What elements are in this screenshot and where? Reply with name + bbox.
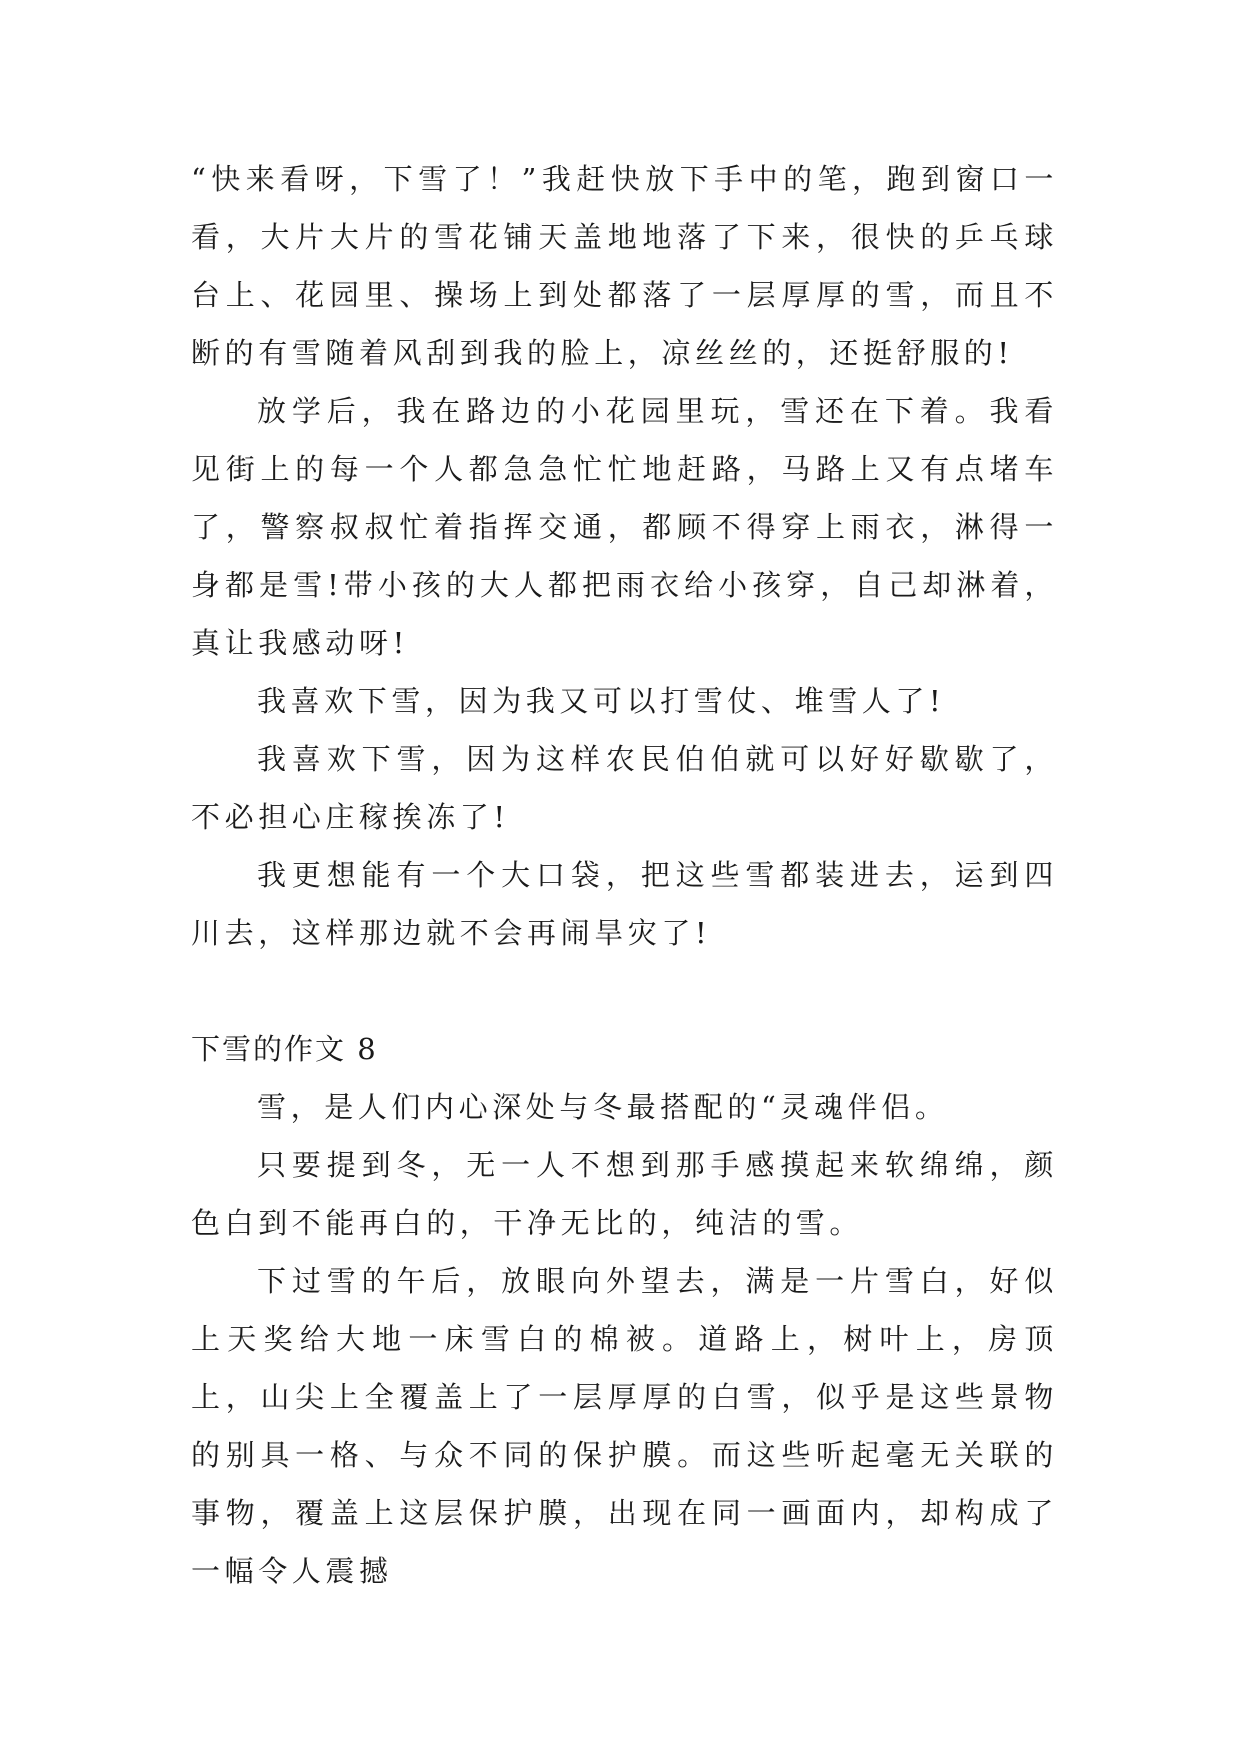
paragraph-8: 下过雪的午后，放眼向外望去，满是一片雪白，好似上天奖给大地一床雪白的棉被。道路上，树叶上，房顶上，山尖上全覆盖上了一层厚厚的白雪，似乎是这些景物的别具一格、与众不同的保护膜。而这些听起毫无关联的事物，覆盖上这层保护膜，出现在同一画面内，却构成了一幅令人震撼 (191, 1264, 1058, 1588)
paragraph-7: 只要提到冬，无一人不想到那手感摸起来软绵绵，颜色白到不能再白的，干净无比的，纯洁的雪。 (191, 1148, 1058, 1240)
document-page (191, 150, 1058, 1600)
section-title: 下雪的作文 8 (191, 1032, 378, 1066)
paragraph-2: 放学后，我在路边的小花园里玩，雪还在下着。我看见街上的每一个人都急急忙忙地赶路，马路上又有点堵车了，警察叔叔忙着指挥交通，都顾不得穿上雨衣，淋得一身都是雪!带小孩的大人都把雨衣给小孩穿，自己却淋着，真让我感动呀! (191, 394, 1058, 660)
paragraph-1: “快来看呀，下雪了！”我赶快放下手中的笔，跑到窗口一看，大片大片的雪花铺天盖地地落了下来，很快的乒乓球台上、花园里、操场上到处都落了一层厚厚的雪，而且不断的有雪随着风刮到我的脸上，凉丝丝的，还挺舒服的! (191, 162, 1058, 370)
paragraph-4: 我喜欢下雪，因为这样农民伯伯就可以好好歇歇了，不必担心庄稼挨冻了! (191, 742, 1058, 834)
paragraph-3: 我喜欢下雪，因为我又可以打雪仗、堆雪人了! (257, 684, 946, 718)
paragraph-6: 雪，是人们内心深处与冬最搭配的“灵魂伴侣。 (257, 1090, 949, 1124)
paragraph-5: 我更想能有一个大口袋，把这些雪都装进去，运到四川去，这样那边就不会再闹旱灾了! (191, 858, 1058, 950)
